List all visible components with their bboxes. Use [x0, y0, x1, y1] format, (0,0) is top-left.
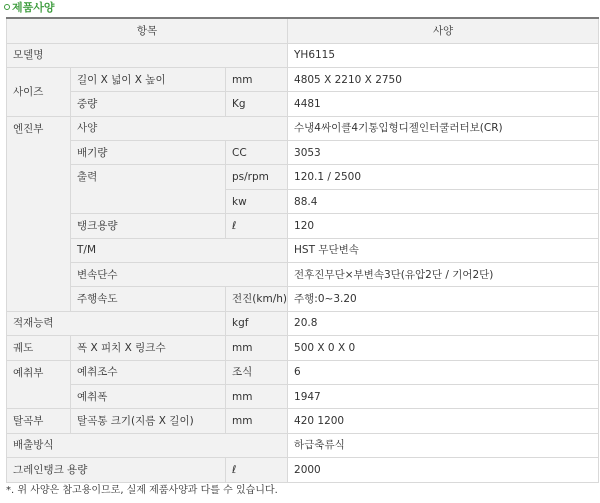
- table-row: [7, 238, 599, 262]
- table-row: [7, 141, 599, 165]
- row-unit: mm: [226, 409, 288, 433]
- row-label: 예취조수: [71, 360, 226, 384]
- header-item: 항목: [7, 18, 288, 43]
- row-unit: ps/rpm: [226, 165, 288, 189]
- row-value: 주행:0~3.20: [288, 287, 599, 311]
- row-label: 폭 X 피치 X 링크수: [71, 336, 226, 360]
- table-row: [7, 336, 599, 360]
- table-row: [7, 458, 599, 482]
- table-row: [7, 67, 599, 91]
- table-row: [7, 263, 599, 287]
- row-value: 120.1 / 2500: [288, 165, 599, 189]
- row-unit: ℓ: [226, 458, 288, 482]
- table-row: [7, 165, 599, 189]
- table-row: [7, 360, 599, 384]
- table-header-row: [7, 18, 599, 43]
- table-row: [7, 409, 599, 433]
- row-unit: 전진(km/h): [226, 287, 288, 311]
- row-label: 적재능력: [7, 311, 226, 335]
- row-value: 420 1200: [288, 409, 599, 433]
- row-unit: ℓ: [226, 214, 288, 238]
- row-group: 궤도: [7, 336, 71, 360]
- row-label: 탱크용량: [71, 214, 226, 238]
- row-value: 4805 X 2210 X 2750: [288, 67, 599, 91]
- row-value: 수냉4싸이클4기통입형디젤인터쿨러터보(CR): [288, 116, 599, 140]
- disclaimer-note: *. 위 사양은 참고용이므로, 실제 제품사양과 다를 수 있습니다.: [6, 485, 278, 496]
- table-row: [7, 433, 599, 457]
- row-group: 사이즈: [7, 67, 71, 116]
- row-value: 120: [288, 214, 599, 238]
- row-value: 3053: [288, 141, 599, 165]
- row-unit: kgf: [226, 311, 288, 335]
- row-group: 엔진부: [7, 116, 71, 311]
- row-value: 500 X 0 X 0: [288, 336, 599, 360]
- row-label: 모델명: [7, 43, 288, 67]
- table-row: [7, 43, 599, 67]
- table-row: [7, 92, 599, 116]
- spec-table: [6, 17, 599, 483]
- row-value: 1947: [288, 384, 599, 408]
- row-value: YH6115: [288, 43, 599, 67]
- row-unit: CC: [226, 141, 288, 165]
- row-group: 탈곡부: [7, 409, 71, 433]
- row-label: 배기량: [71, 141, 226, 165]
- row-label: 사양: [71, 116, 288, 140]
- row-group: 예취부: [7, 360, 71, 409]
- row-value: HST 무단변속: [288, 238, 599, 262]
- row-value: 하급축류식: [288, 433, 599, 457]
- table-row: [7, 311, 599, 335]
- row-label: 변속단수: [71, 263, 288, 287]
- table-row: [7, 116, 599, 140]
- table-row: [7, 214, 599, 238]
- row-value: 88.4: [288, 189, 599, 213]
- row-label: 출력: [71, 165, 226, 214]
- table-row: [7, 384, 599, 408]
- table-row: [7, 287, 599, 311]
- row-label: 주행속도: [71, 287, 226, 311]
- row-value: 4481: [288, 92, 599, 116]
- row-label: 예취폭: [71, 384, 226, 408]
- row-unit: mm: [226, 384, 288, 408]
- bullet-icon: [4, 4, 10, 10]
- row-value: 전후진무단×부변속3단(유압2단 / 기어2단): [288, 263, 599, 287]
- section-title: 제품사양: [4, 1, 55, 15]
- row-label: 중량: [71, 92, 226, 116]
- header-spec: 사양: [288, 18, 599, 43]
- row-unit: mm: [226, 67, 288, 91]
- row-label: 그레인탱크 용량: [7, 458, 226, 482]
- row-unit: mm: [226, 336, 288, 360]
- row-unit: kw: [226, 189, 288, 213]
- row-label: 길이 X 넓이 X 높이: [71, 67, 226, 91]
- row-value: 20.8: [288, 311, 599, 335]
- row-label: T/M: [71, 238, 288, 262]
- row-value: 2000: [288, 458, 599, 482]
- row-unit: 조식: [226, 360, 288, 384]
- row-unit: Kg: [226, 92, 288, 116]
- row-value: 6: [288, 360, 599, 384]
- row-label: 탈곡통 크기(지름 X 길이): [71, 409, 226, 433]
- row-label: 배출방식: [7, 433, 288, 457]
